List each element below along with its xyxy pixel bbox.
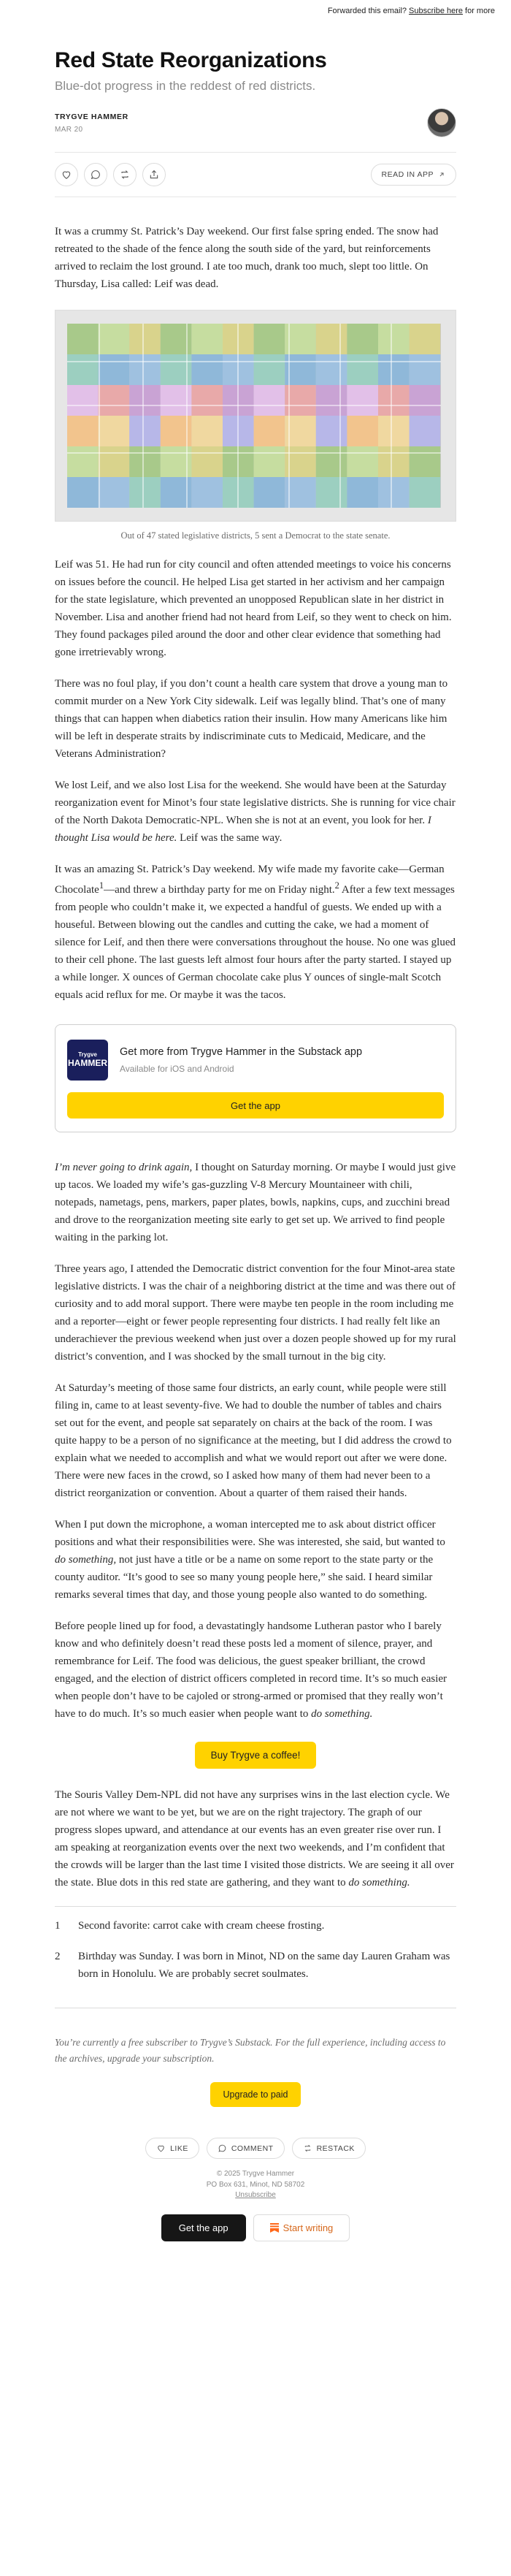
subscribe-link[interactable]: Subscribe here (409, 7, 464, 15)
district-region (316, 416, 347, 446)
district-region (191, 354, 223, 385)
district-region (99, 446, 130, 477)
paragraph: When I put down the microphone, a woman intercepted me to ask about district officer positions and what their responsibilities were. She was interested, she said, but wanted to do something, not just have a title or be a name on some report to the state party or the county auditor. “It’s good to see so many young people here,” she said. I heard similar remarks several times that day, and those young people also wanted to do something. (55, 1519, 445, 1601)
author-name[interactable]: TRYGVE HAMMER (55, 112, 128, 121)
district-region (129, 324, 161, 354)
post-title[interactable]: Red State Reorganizations (55, 48, 327, 72)
district-region (378, 416, 410, 446)
read-in-app-label: READ IN APP (381, 170, 434, 179)
district-region (410, 477, 441, 508)
paragraph: Three years ago, I attended the Democratic district convention for the four Minot-area state legislative districts. I was the chair of a neighboring district at the time and was there out of curiosity and to add moral support. There were maybe ten people in the room including me and a reporter—eight or fewer people representing four districts. I had really felt like an underachiever the previous weekend when just over a dozen people showed up for my rural district’s convention, and I was shocked by the small turnout in the big city. (55, 1263, 456, 1363)
footnote-ref-1[interactable]: 1 (99, 880, 104, 891)
restack-icon (119, 169, 131, 180)
footer-actions (55, 2138, 456, 2159)
comment-button[interactable] (84, 163, 107, 186)
footnote (55, 1917, 456, 1935)
district-region (285, 354, 316, 385)
paragraph: There was no foul play, if you don’t count a health care system that drove a young man to commit murder on a New York City sidewalk. Leif was legally blind. That’s one of many things that can happen when diabetics ration their insulin. How many Americans like him will be left in desperate straits by indiscriminate cuts to Medicaid, Medicare, and the Veterans Administration? (55, 678, 448, 761)
district-region (99, 385, 130, 416)
district-region (254, 477, 285, 508)
district-region (347, 385, 378, 416)
district-region (410, 385, 441, 416)
heart-icon (61, 169, 72, 180)
district-region (191, 446, 223, 477)
district-region (99, 324, 130, 354)
district-region (410, 354, 441, 385)
footer-restack-button[interactable]: RESTACK (292, 2138, 366, 2159)
footnotes (55, 1917, 456, 1983)
district-region (191, 324, 223, 354)
district-region (410, 446, 441, 477)
district-region (316, 446, 347, 477)
paragraph: It was a crummy St. Patrick’s Day weekend. Our first false spring ended. The snow had retreated to the shade of the fence along the south side of the yard, but reinforcements arrived to reclaim the lost ground. I ate too much, drank too much, slept too little. On Thursday, Lisa called: Leif was dead. (55, 226, 439, 290)
footnote-number[interactable]: 1 (55, 1920, 61, 1932)
footnote (55, 1948, 456, 1983)
district-region (347, 477, 378, 508)
substack-logo-icon (270, 2223, 279, 2233)
footer-comment-button[interactable]: COMMENT (207, 2138, 285, 2159)
district-region (67, 324, 99, 354)
post-body (55, 223, 456, 1004)
district-region (347, 354, 378, 385)
district-region (99, 354, 130, 385)
footnote-text: Second favorite: carrot cake with cream cheese frosting. (78, 1920, 325, 1932)
district-region (347, 416, 378, 446)
forward-bar (0, 0, 511, 22)
italic-text: I thought Lisa would be here. (55, 815, 431, 845)
district-region (285, 416, 316, 446)
share-icon (148, 169, 160, 180)
footnote-ref-2[interactable]: 2 (334, 880, 339, 891)
district-region (129, 385, 161, 416)
district-region (129, 446, 161, 477)
restack-icon (303, 2144, 312, 2153)
footnote-number[interactable]: 2 (55, 1951, 61, 1963)
post-container (55, 48, 456, 2241)
district-region (410, 324, 441, 354)
district-region (285, 477, 316, 508)
district-region (129, 354, 161, 385)
read-in-app-button[interactable] (371, 164, 456, 186)
district-region (378, 385, 410, 416)
app-promo-subtitle: Available for iOS and Android (120, 1064, 234, 1075)
district-region (316, 354, 347, 385)
author-avatar[interactable] (427, 108, 456, 137)
postal-address: PO Box 631, Minot, ND 58702 (206, 2180, 305, 2189)
share-button[interactable] (142, 163, 166, 186)
district-region (316, 477, 347, 508)
upgrade-button[interactable]: Upgrade to paid (210, 2082, 301, 2107)
copyright-text: © 2025 Trygve Hammer (216, 2170, 295, 2179)
district-region (316, 324, 347, 354)
footer-like-button[interactable]: LIKE (145, 2138, 199, 2159)
post-subtitle: Blue-dot progress in the reddest of red districts. (55, 79, 316, 93)
district-region (378, 477, 410, 508)
paragraph: At Saturday’s meeting of those same four districts, an early count, while people were still filing in, came to at least seventy-five. We had to double the number of tables and chairs set out for the event, and people sat separately on chairs at the back of the room. I was quite happy to be a person of no significance at the meeting, but I did address the crowd to explain what we needed to accomplish and what we would report out after we were done. There were new faces in the crowd, so I asked how many of them had never been to a district reorganization or convention. About a quarter of them raised their hands. (55, 1382, 452, 1500)
heart-icon (156, 2144, 166, 2153)
unsubscribe-link[interactable]: Unsubscribe (235, 2191, 276, 2200)
district-region (99, 416, 130, 446)
forward-suffix: for more (465, 7, 495, 15)
footer-cta (55, 2214, 456, 2241)
district-region (67, 416, 99, 446)
like-button[interactable] (55, 163, 78, 186)
app-promo-title: Get more from Trygve Hammer in the Substack app (120, 1046, 363, 1059)
district-region (285, 324, 316, 354)
district-region (67, 446, 99, 477)
get-app-button[interactable]: Get the app (67, 1092, 444, 1119)
post-date: MAR 20 (55, 125, 83, 134)
post-body-continued (55, 1159, 456, 1723)
subscription-note: You’re currently a free subscriber to Trygve’s Substack. For the full experience, including access to the archives, upgrade your subscription. (55, 2037, 446, 2064)
district-region (410, 416, 441, 446)
district-region (99, 477, 130, 508)
district-region (254, 446, 285, 477)
paragraph: We lost Leif, and we also lost Lisa for the weekend. She would have been at the Saturday reorganization event for Minot’s four state legislative districts. She is running for vice chair of the North Dakota Democratic-NPL. When she is not at an event, you look for her. I thought Lisa would be here. Leif was the same way. (55, 780, 456, 845)
post-actions (55, 152, 456, 197)
comment-icon (90, 169, 101, 180)
forward-prefix: Forwarded this email? (327, 7, 407, 15)
district-region (254, 354, 285, 385)
footnotes-divider (55, 1906, 456, 1907)
post-body-end (55, 1786, 456, 1891)
app-promo-card (55, 1024, 456, 1132)
paragraph: I’m never going to drink again, I thought on Saturday morning. Or maybe I would just give up tacos. We loaded my wife’s gas-guzzling V-8 Mercury Mountaineer with chili, notepads, nametags, pens, markers, paper plates, bowls, napkins, cups, and zucchini bread and drove to the reorganization meeting site early to get set up. We arrived to find people waiting in the parking lot. (55, 1162, 456, 1244)
buy-coffee-button[interactable]: Buy Trygve a coffee! (195, 1742, 317, 1769)
map-caption: Out of 47 stated legislative districts, 5 sent a Democrat to the state senate. (120, 530, 391, 541)
external-link-icon (438, 171, 445, 178)
district-region (254, 416, 285, 446)
district-region (347, 446, 378, 477)
district-region (191, 385, 223, 416)
district-region (191, 416, 223, 446)
map-graphic (55, 310, 456, 522)
paragraph: Leif was 51. He had run for city council and often attended meetings to voice his concerns on issues before the council. He helped Lisa get started in her activism and her campaign for the state legislature, which prevented an unopposed Republican slate in her district in November. Lisa and another friend had not heard from Leif, so they went to check on him. They found packages piled around the door and other clear evidence that something had gone irretrievably wrong. (55, 559, 452, 659)
footer-get-app-button[interactable]: Get the app (161, 2214, 246, 2241)
district-region (67, 477, 99, 508)
district-region (67, 385, 99, 416)
district-region (254, 324, 285, 354)
restack-button[interactable] (113, 163, 137, 186)
district-region (191, 477, 223, 508)
district-region (378, 324, 410, 354)
district-region (129, 477, 161, 508)
district-region (129, 416, 161, 446)
footer-info (55, 2169, 456, 2201)
paragraph: The Souris Valley Dem-NPL did not have any surprises wins in the last election cycle. We are not where we want to be yet, but we are on the right trajectory. The graph of our progress slopes upward, and attendance at our events has an even greater rise over run. I am speaking at reorganization events over the next two weekends, and I’m confident that the crowds will be larger than the last time I visited those districts. We are seeing it all over the state. Blue dots in this red state are gathering, and they want to do something. (55, 1789, 454, 1889)
publication-logo: Trygve HAMMER (67, 1040, 108, 1081)
district-region (67, 354, 99, 385)
paragraph: It was an amazing St. Patrick’s Day weekend. My wife made my favorite cake—German Chocolate$^1$—and threw a birthday party for me on Friday night.$^2$ After a few text messages from people who couldn’t make it, we expected a handful of guests. We ended up with a houseful. Between blowing out the candles and cutting the cake, we had a moment of silence for Leif, and then there were conversations throughout the house. No one was glued to their cell phone. The last guests left almost four hours after the party started. I stayed up a while longer. X ounces of German chocolate cake plus Y ounces of single-malt Scotch equals acid reflux for me. Or maybe it was the tacos. (55, 864, 456, 1002)
district-region (378, 446, 410, 477)
start-writing-button[interactable]: Start writing (253, 2214, 350, 2241)
byline (55, 108, 456, 137)
district-region (378, 354, 410, 385)
district-region (347, 324, 378, 354)
paragraph: Before people lined up for food, a devastatingly handsome Lutheran pastor who I barely know and who definitely doesn’t read these posts led a moment of silence, prayer, and remembrance for Leif. The food was delicious, the guest speaker brilliant, the crowd engaged, and the election of district officers completed in record time. It’s so much easier when people don’t have to be cajoled or strong-armed or promised that they really won’t have to do much. It’s so much easier when people want to do something. (55, 1620, 447, 1720)
district-region (285, 385, 316, 416)
district-region (254, 385, 285, 416)
district-region (316, 385, 347, 416)
district-region (285, 446, 316, 477)
legislative-district-map[interactable] (55, 310, 456, 522)
footnote-text: Birthday was Sunday. I was born in Minot, ND on the same day Lauren Graham was born in Honolulu. We are probably secret soulmates. (78, 1951, 450, 1981)
comment-icon (218, 2144, 227, 2153)
